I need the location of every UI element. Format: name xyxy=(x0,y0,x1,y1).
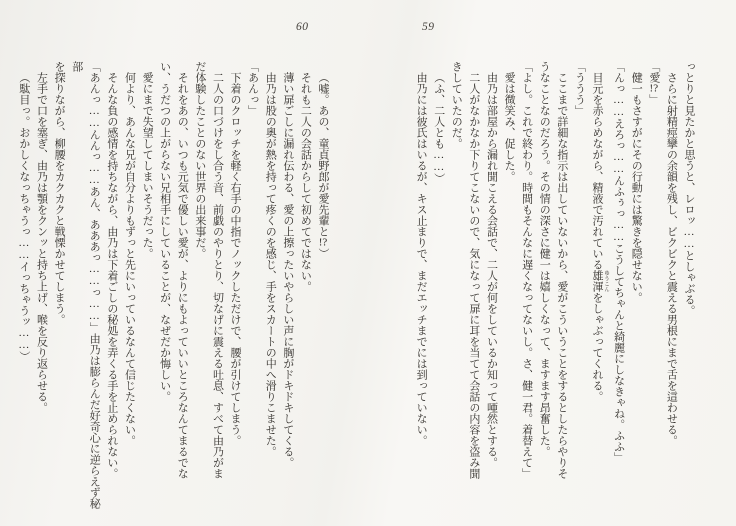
text-line: っとりと見たかと思うと、レロッ……としゃぶる。 xyxy=(683,61,695,316)
text-line: きしていたのだ。 xyxy=(450,61,463,149)
text-line: それをあの、いつも元気で優しい愛が、よりにもよっていいところなんてまるでな xyxy=(176,72,189,479)
text-line: （ふ、二人とも……） xyxy=(432,72,445,184)
right-page-text xyxy=(414,61,697,516)
text-line: 薄い扉ごしに漏れ伝わる、愛の上擦ったいやらしい声に胸がドキドキしてくる。 xyxy=(281,72,294,468)
text-line: 健一もさすがにその行動には驚きを隠せない。 xyxy=(630,72,643,303)
text-line: い、うだつの上がらない兄相手にしていることが、なぜだか悔しい。 xyxy=(158,61,171,402)
text-line: 二人の口づけをし合う音、前戯のやりとり、切なげに震える吐息、すべて由乃がま xyxy=(211,72,224,479)
left-page-text xyxy=(17,61,331,516)
text-line: 「愛!?」 xyxy=(647,61,660,105)
text-line: を探りながら、柳腰をカクカクと戦慄かせてしまう。 xyxy=(53,61,66,325)
text-line: 下着のクロッチを軽く右手の中指でノックしただけで、腰が引けてしまう。 xyxy=(229,72,242,446)
text-line: 由乃は部屋から漏れ聞こえる会話で、二人が何をしているか知って唖然とする。 xyxy=(485,72,498,468)
text-line: （嘘。あの、童貞野郎が愛先輩と!?） xyxy=(317,72,329,259)
text-line: （駄目っ。おかしくなっちゃうっ……イっちゃうッ……） xyxy=(17,72,30,362)
text-line: 由乃は股の奥が熱を持って疼くのを感じ、手をスカートの中へ滑りこませた。 xyxy=(264,72,277,457)
text-line: 愛は微笑み、促した。 xyxy=(503,72,516,182)
page-number-left: 60 xyxy=(296,21,309,33)
text-line: 「あんっ……んんっ……あん、あああっ……っ……」由乃は膨らんだ好奇心に逆らえず秘部 xyxy=(70,61,101,509)
page-number-right: 59 xyxy=(422,21,435,33)
text-line: 目元を赤らめながら、精液で汚れている雄渾 ゆうこんをしゃぶってくれる。 xyxy=(591,72,610,402)
text-line: 何より、あんな兄が自分よりもずっと先にいっているなんて信じたくない。 xyxy=(123,72,136,446)
text-line: 「ううう」 xyxy=(573,61,586,116)
text-line: 左手で口を塞ぎ、由乃は顎をクンッと持ち上げ、喉を反り返らせる。 xyxy=(35,72,48,413)
text-line: 二人がなかなか下りてこないので、気になって扉に耳を当てて会話の内容を盗み聞 xyxy=(467,72,480,479)
text-line: ここまで詳細な指示は出していないから、愛がこういうことをするとしたらやりそ xyxy=(555,72,568,479)
text-line: そんな負の感情を持ちながら、由乃は下着ごしの秘処を弄くる手を止められない。 xyxy=(105,72,118,479)
text-line: 愛にまで失望してしまいそうだった。 xyxy=(141,72,154,259)
text-line: 「んっ……えろっ……んふぅっ……こうしてちゃんと綺麗にしなきゃね。ふふ」 xyxy=(612,61,625,463)
text-line: うなことなのだろう。その情の深さに健一は嬉しくなって、ますます昂奮した。 xyxy=(538,61,551,457)
text-line: さらに射精痙攣の余韻を残し、ビクビクと震える男根にまで舌を這わせる。 xyxy=(665,72,678,446)
text-line: 「よし。これで終わり。時間もそんなに遅くなってないし。さ、健一君。着替えて」 xyxy=(520,61,533,479)
text-line: 由乃には彼氏はいるが、キス止まりで、まだエッチまでには到っていない。 xyxy=(415,72,428,446)
text-line: だ体験したことのない世界の出来事だ。 xyxy=(193,61,206,259)
text-line: 「あんっ」 xyxy=(246,61,259,116)
text-line: それも二人の会話からして初めてではない。 xyxy=(299,72,312,292)
